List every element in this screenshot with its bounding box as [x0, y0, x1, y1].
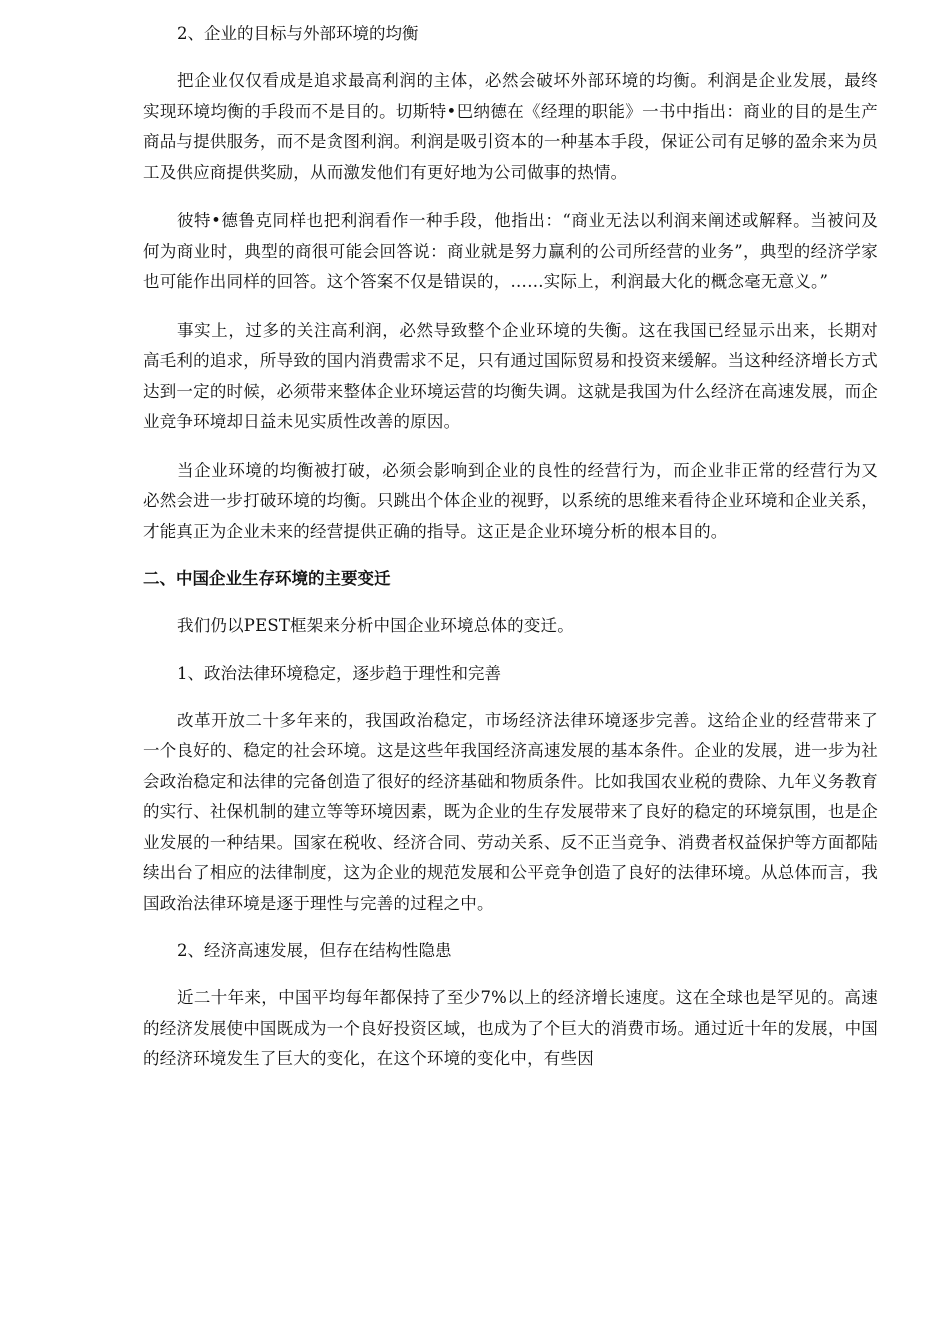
subheading-political-legal: 1、政治法律环境稳定，逐步趋于理性和完善	[177, 663, 501, 683]
paragraph-profit-as-means: 把企业仅仅看成是追求最高利润的主体，必然会破坏外部环境的均衡。利润是企业发展，最终实现环境均衡的手段而不是目的。切斯特•巴纳德在《经理的职能》一书中指出：商业的目的是生产商品与提供服务，而不是贪图利润。利润是吸引资本的一种基本手段，保证公司有足够的盈余来为员工及供应商提供奖励，从而激发他们有更好地为公司做事的热情。	[143, 71, 878, 182]
paragraph-balance-broken: 当企业环境的均衡被打破，必须会影响到企业的良性的经营行为，而企业非正常的经营行为又必然会进一步打破环境的均衡。只跳出个体企业的视野，以系统的思维来看待企业环境和企业关系，才能真正为企业未来的经营提供正确的指导。这正是企业环境分析的根本目的。	[143, 460, 878, 541]
paragraph-political-stability: 改革开放二十多年来的，我国政治稳定，市场经济法律环境逐步完善。这给企业的经营带来了一个良好的、稳定的社会环境。这是这些年我国经济高速发展的基本条件。企业的发展，进一步为社会政治稳定和法律的完备创造了很好的经济基础和物质条件。比如我国农业税的费除、九年义务教育的实行、社保机制的建立等等环境因素，既为企业的生存发展带来了良好的稳定的环境氛围，也是企业发展的一种结果。国家在税收、经济合同、劳动关系、反不正当竞争、消费者权益保护等方面都陆续出台了相应的法律制度，这为企业的规范发展和公平竞争创造了良好的法律环境。从总体而言，我国政治法律环境是逐于理性与完善的过程之中。	[143, 710, 878, 913]
paragraph-pest-framework: 我们仍以PEST框架来分析中国企业环境总体的变迁。	[177, 616, 574, 635]
document-page	[143, 20, 878, 1075]
paragraph-drucker-quote: 彼特•德鲁克同样也把利润看作一种手段，他指出：“商业无法以利润来阐述或解释。当被问及何为商业时，典型的商很可能会回答说：商业就是努力赢利的公司所经营的业务”，典型的经济学家也可能作出同样的回答。这个答案不仅是错误的，……实际上，利润最大化的概念毫无意义。”	[143, 211, 878, 291]
paragraph-excess-profit: 事实上，过多的关注高利润，必然导致整个企业环境的失衡。这在我国已经显示出来，长期对高毛利的追求，所导致的国内消费需求不足，只有通过国际贸易和投资来缓解。当这种经济增长方式达到一定的时候，必须带来整体企业环境运营的均衡失调。这就是我国为什么经济在高速发展，而企业竞争环境却日益未见实质性改善的原因。	[143, 320, 878, 431]
section-heading-environment-changes: 二、中国企业生存环境的主要变迁	[143, 569, 391, 588]
subheading-enterprise-goals: 2、企业的目标与外部环境的均衡	[177, 24, 419, 43]
paragraph-economic-growth: 近二十年来，中国平均每年都保持了至少7%以上的经济增长速度。这在全球也是罕见的。高速的经济发展使中国既成为一个良好投资区域，也成为了个巨大的消费市场。通过近十年的发展，中国的经济环境发生了巨大的变化，在这个环境的变化中，有些因	[143, 988, 878, 1068]
subheading-economic-growth: 2、经济高速发展，但存在结构性隐患	[177, 941, 452, 960]
